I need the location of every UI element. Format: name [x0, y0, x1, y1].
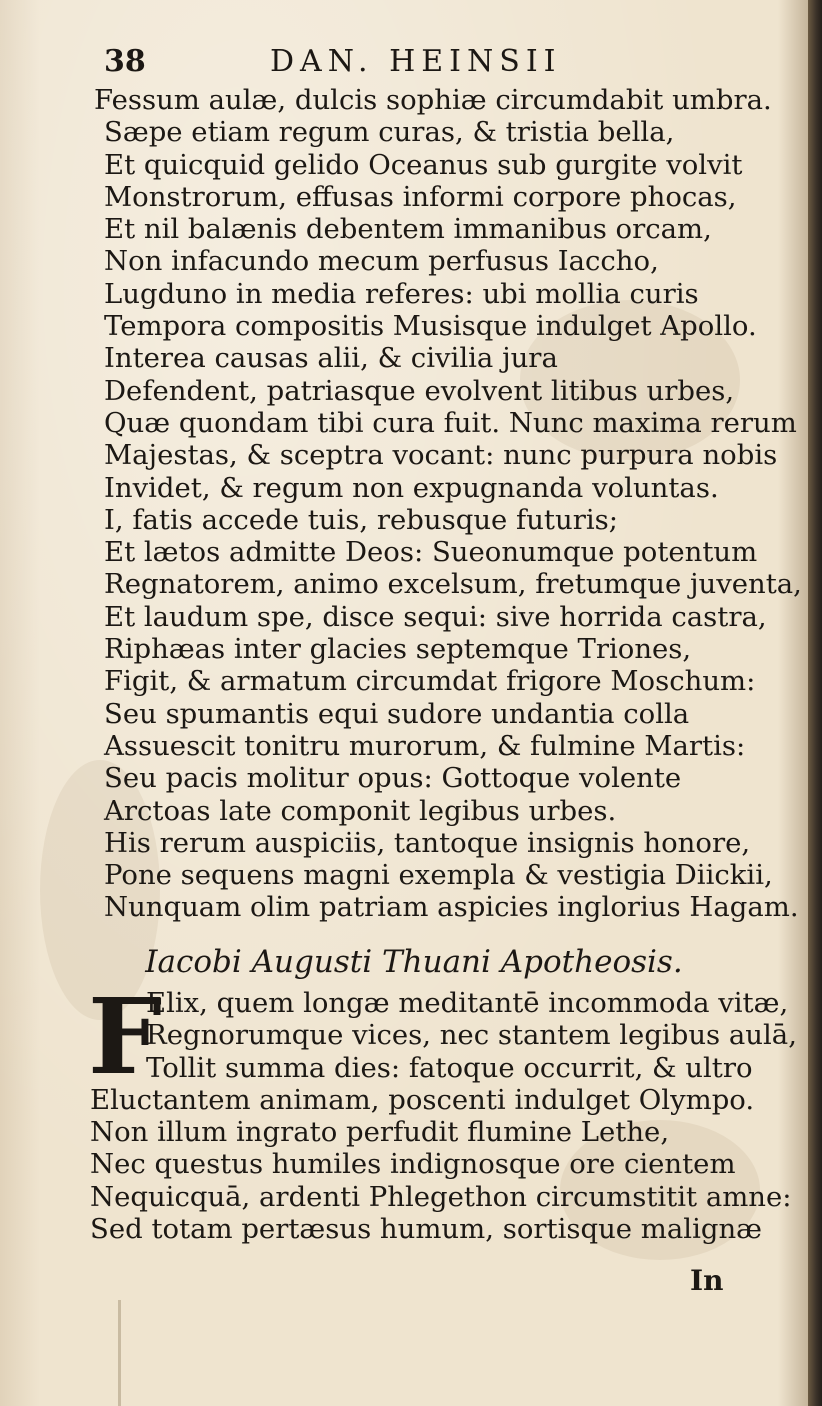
- verse-line: Invidet, & regum non expugnanda voluntas.: [104, 471, 719, 504]
- verse-line: Eluctantem animam, poscenti indulget Olympo.: [90, 1083, 755, 1116]
- verse-line: Tollit summa dies: fatoque occurrit, & ultro: [146, 1051, 753, 1084]
- verse-line: I, fatis accede tuis, rebusque futuris;: [104, 503, 619, 536]
- verse-line: Majestas, & sceptra vocant: nunc purpura nobis: [104, 439, 778, 472]
- verse-line: Nunquam olim patriam aspicies inglorius Hagam.: [104, 891, 799, 924]
- verse-line: Fessum aulæ, dulcis sophiæ circumdabit umbra.: [94, 84, 772, 116]
- verse-line: His rerum auspiciis, tantoque insignis honore,: [104, 826, 751, 859]
- verse-line: Riphæas inter glacies septemque Triones,: [104, 633, 692, 666]
- verse-line: Non infacundo mecum perfusus Iaccho,: [104, 245, 659, 278]
- page-number: 38: [104, 44, 146, 79]
- page-header: [100, 44, 720, 84]
- book-gutter: [808, 0, 822, 1406]
- verse-line: Elix, quem longæ meditantē incommoda vitæ,: [146, 987, 789, 1019]
- verse-line: Et quicquid gelido Oceanus sub gurgite volvit: [104, 148, 743, 181]
- poem-text: [94, 84, 802, 924]
- verse-line: Non illum ingrato perfudit flumine Lethe,: [90, 1116, 670, 1149]
- section-title: Iacobi Augusti Thuani Apotheosis.: [145, 944, 683, 980]
- verse-line: Nec questus humiles indignosque ore cientem: [90, 1148, 736, 1181]
- verse-line: Assuescit tonitru murorum, & fulmine Martis:: [104, 729, 746, 762]
- verse-line: Arctoas late componit legibus urbes.: [104, 794, 617, 827]
- verse-line: Seu spumantis equi sudore undantia colla: [104, 697, 690, 730]
- verse-line: Et lætos admitte Deos: Sueonumque potentum: [104, 536, 758, 569]
- verse-line: Lugduno in media referes: ubi mollia curis: [104, 277, 699, 310]
- verse-line: Et laudum spe, disce sequi: sive horrida castra,: [104, 600, 767, 633]
- verse-line: Sed totam pertæsus humum, sortisque malignæ: [90, 1213, 763, 1246]
- verse-line: Monstrorum, effusas informi corpore phocas,: [104, 180, 737, 213]
- verse-line: Seu pacis molitur opus: Gottoque volente: [104, 762, 682, 795]
- verse-line: Regnatorem, animo excelsum, fretumque juventa,: [104, 568, 802, 601]
- verse-line: Defendent, patriasque evolvent litibus urbes,: [104, 374, 735, 407]
- verse-line: Quæ quondam tibi cura fuit. Nunc maxima rerum: [104, 406, 797, 439]
- verse-line: Regnorumque vices, nec stantem legibus aulā,: [146, 1019, 797, 1052]
- page-edge-mark: [118, 1300, 121, 1406]
- drop-cap: F: [88, 975, 162, 1098]
- verse-line: Nequicquā, ardenti Phlegethon circumstitit amne:: [90, 1180, 792, 1213]
- verse-line: Et nil balænis debentem immanibus orcam,: [104, 213, 712, 246]
- verse-line: Sæpe etiam regum curas, & tristia bella,: [104, 116, 675, 149]
- verse-line: Interea causas alii, & civilia jura: [104, 342, 558, 375]
- running-head: DAN. HEINSII: [270, 44, 562, 79]
- verse-line: Figit, & armatum circumdat frigore Moschum:: [104, 665, 756, 698]
- ode-text: [88, 975, 797, 1246]
- verse-line: Tempora compositis Musisque indulget Apollo.: [104, 310, 757, 343]
- verse-line: Pone sequens magni exempla & vestigia Diickii,: [104, 859, 773, 892]
- catchword: In: [690, 1264, 724, 1297]
